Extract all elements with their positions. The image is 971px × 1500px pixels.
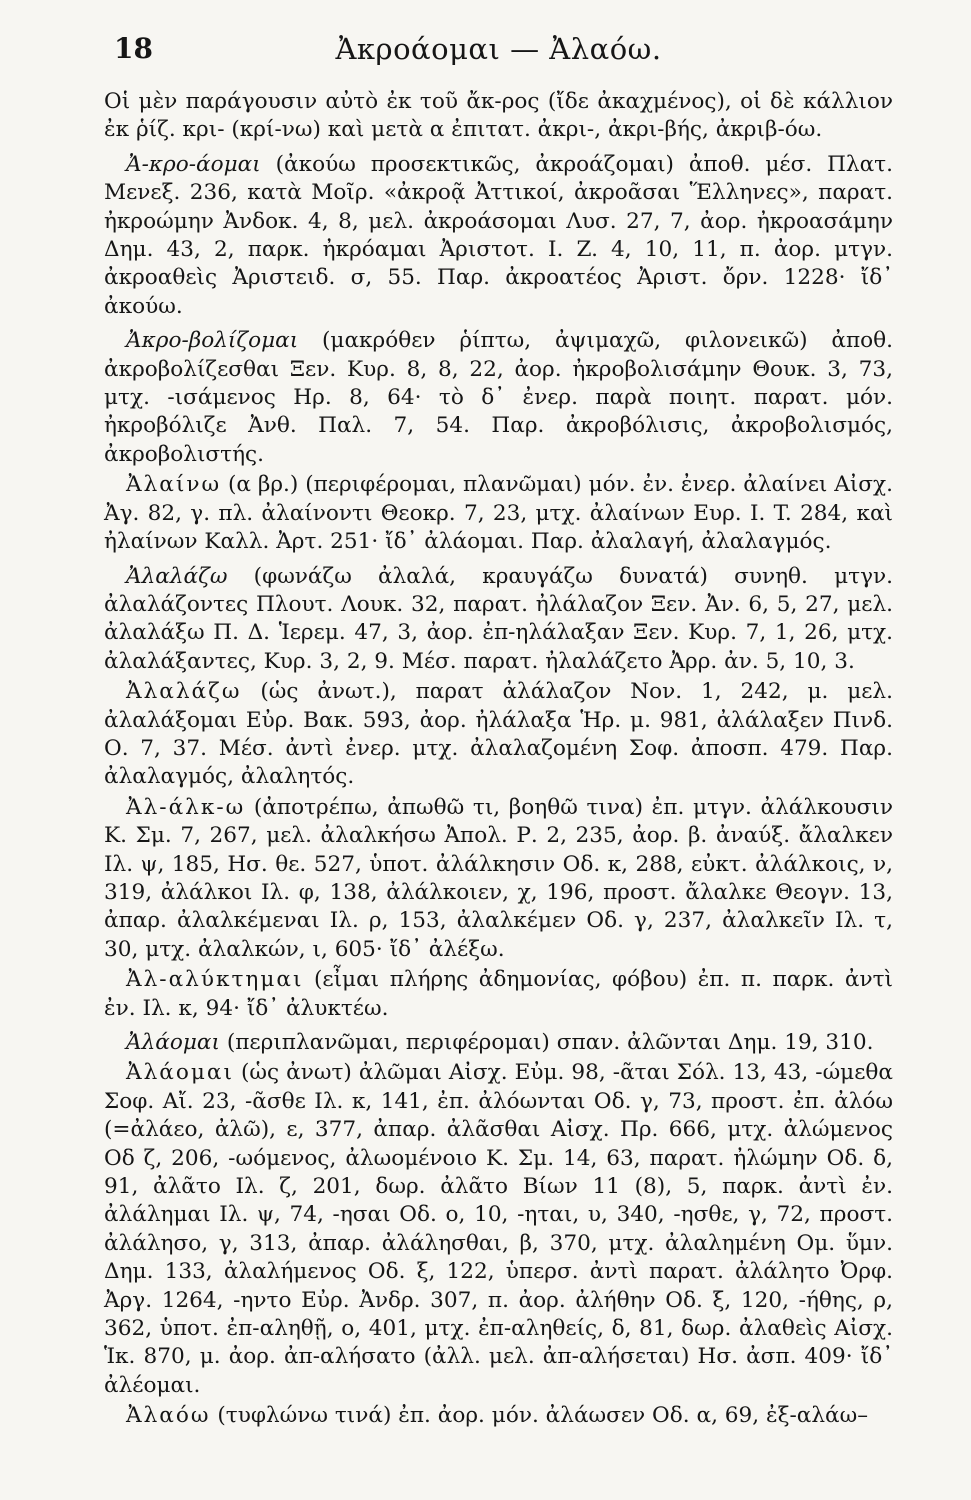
- dictionary-entry: [104, 563, 893, 677]
- entry-text: (ὡς ἀνωτ) ἀλῶμαι Αἰσχ. Εὐμ. 98, -ᾶται Σόλ. 13, 43, -ώμεθα Σοφ. Αἴ. 23, -ᾶσθε Ιλ. κ, 141, ἐπ. ἀλόωνται Οδ. γ, 73, προστ. ἐπ. ἀλόω (=ἀλάεο, ἀλῶ), ε, 377, ἀπαρ. ἀλᾶσθαι Αἰσχ. Πρ. 666, μτχ. ἀλώμενος Οδ ζ, 206, -ωόμενος, ἀλωομένοιο Κ. Σμ. 14, 63, παρατ. ἠλώμην Οδ. δ, 91, ἀλᾶτο Ιλ. ζ, 201, δωρ. ἀλᾶτο Βίων 11 (8), 5, παρκ. ἀντὶ ἐν. ἀλάλημαι Ιλ. ψ, 74, -ησαι Οδ. ο, 10, -ηται, υ, 340, -ησθε, γ, 72, προστ. ἀλάλησο, γ, 313, ἀπαρ. ἀλάλησθαι, β, 370, μτχ. ἀλαλημένη Ομ. ὕμν. Δημ. 133, ἀλαλήμενος Οδ. ξ, 122, ὑπερσ. ἀντὶ παρατ. ἀλάλητο Ὀρφ. Ἀργ. 1264, -ηντο Εὐρ. Ἀνδρ. 307, π. ἀορ. ἀλήθην Οδ. ξ, 120, -ήθης, ρ, 362, ὑποτ. ἐπ-αληθῇ, ο, 401, μτχ. ἐπ-αληθείς, δ, 81, δωρ. ἀλαθεὶς Αἰσχ. Ἱκ. 870, μ. ἀορ. ἀπ-αλήσατο (ἀλλ. μελ. ἀπ-αλήσεται) Ησ. ἀσπ. 409· ἴδ᾽ ἀλέομαι.: [104, 1060, 893, 1398]
- dictionary-entry: [104, 966, 893, 1023]
- dictionary-entry: [104, 1059, 893, 1400]
- entry-headword: Ἀλ-άλκ-ω: [126, 794, 246, 820]
- entry-headword: Ἀλάομαι: [126, 1060, 234, 1086]
- entry-headword: Ἀ-κρο-άομαι: [126, 151, 261, 177]
- dictionary-entry: [104, 1029, 893, 1057]
- dictionary-entry: [104, 794, 893, 964]
- dictionary-entry: [104, 151, 893, 321]
- dictionary-entry: [104, 471, 893, 556]
- entry-text: (φωνάζω ἀλαλά, κραυγάζω δυνατά) συνηθ. μτγν. ἀλαλάζοντες Πλουτ. Λουκ. 32, παρατ. ἠλάλαζον Ξεν. Ἀν. 6, 5, 27, μελ. ἀλαλάξω Π. Δ. Ἱερεμ. 47, 3, ἀορ. ἐπ-ηλάλαξαν Ξεν. Κυρ. 7, 1, 26, μτχ. ἀλαλάξαντες, Κυρ. 3, 2, 9. Μέσ. παρατ. ἠλαλάζετο Ἀρρ. ἀν. 5, 10, 3.: [104, 563, 893, 674]
- entry-headword: Ἀλαόω: [126, 1403, 211, 1429]
- entry-text: (ἀκούω προσεκτικῶς, ἀκροάζομαι) ἀποθ. μέσ. Πλατ. Μενεξ. 236, κατὰ Μοῖρ. «ἀκροᾷ Ἀττικοί, ἀκροᾶσαι Ἕλληνες», παρατ. ἠκροώμην Ἀνδοκ. 4, 8, μελ. ἀκροάσομαι Λυσ. 27, 7, ἀορ. ἠκροασάμην Δημ. 43, 2, παρκ. ἠκρόαμαι Ἀριστοτ. I. Z. 4, 10, 11, π. ἀορ. μτγν. ἀκροαθεὶς Ἀριστειδ. σ, 55. Παρ. ἀκροατέος Ἀριστ. ὄρν. 1228· ἴδ᾽ ἀκούω.: [104, 151, 893, 319]
- entry-text: (εἶμαι πλήρης ἀδημονίας, φόβου) ἐπ. π. παρκ. ἀντὶ ἐν. Ιλ. κ, 94· ἴδ᾽ ἀλυκτέω.: [104, 967, 893, 1021]
- entry-text: (ὡς ἀνωτ.), παρατ ἀλάλαζον Νον. 1, 242, μ. μελ. ἀλαλάξομαι Εὐρ. Βακ. 593, ἀορ. ἠλάλαξα Ἡρ. μ. 981, ἀλάλαξεν Πινδ. Ο. 7, 37. Μέσ. ἀντὶ ἐνερ. μτχ. ἀλαλαζομένη Σοφ. ἀποσπ. 479. Παρ. ἀλαλαγμός, ἀλαλητός.: [104, 679, 893, 790]
- entry-headword: Ἀλαλάζω: [126, 679, 242, 705]
- page-header: [104, 22, 893, 74]
- entry-headword: Ἀλαίνω: [126, 472, 222, 498]
- dictionary-body: [104, 88, 893, 1431]
- page-number: 18: [114, 32, 153, 65]
- entry-text: (α βρ.) (περιφέρομαι, πλανῶμαι) μόν. ἐν. ἐνερ. ἀλαίνει Αἰσχ. Ἀγ. 82, γ. πλ. ἀλαίνοντι Θεοκρ. 7, 23, μτχ. ἀλαίνων Ευρ. I. T. 284, καὶ ἠλαίνων Καλλ. Ἀρτ. 251· ἴδ᾽ ἀλάομαι. Παρ. ἀλαλαγή, ἀλαλαγμός.: [104, 472, 893, 555]
- dictionary-entry: [104, 327, 893, 469]
- entry-headword: Ἀλ-αλύκτημαι: [126, 967, 304, 993]
- entry-continuation: [104, 88, 893, 145]
- entry-headword: Ἀλάομαι: [126, 1030, 220, 1055]
- entry-text: (μακρόθεν ῥίπτω, ἀψιμαχῶ, φιλονεικῶ) ἀποθ. ἀκροβολίζεσθαι Ξεν. Κυρ. 8, 8, 22, ἀορ. ἠκροβολισάμην Θουκ. 3, 73, μτχ. -ισάμενος Ηρ. 8, 64· τὸ δ᾽ ἐνερ. παρὰ ποιητ. παρατ. μόν. ἠκροβόλιζε Ἀνθ. Παλ. 7, 54. Παρ. ἀκροβόλισις, ἀκροβολισμός, ἀκροβολιστής.: [104, 328, 893, 467]
- entry-text: (ἀποτρέπω, ἀπωθῶ τι, βοηθῶ τινα) ἐπ. μτγν. ἀλάλκουσιν Κ. Σμ. 7, 267, μελ. ἀλαλκήσω Ἀπολ. Ρ. 2, 235, ἀορ. β. ἀναύξ. ἄλαλκεν Ιλ. ψ, 185, Ησ. θε. 527, ὑποτ. ἀλάλκησιν Οδ. κ, 288, εὐκτ. ἀλάλκοις, ν, 319, ἀλάλκοι Ιλ. φ, 138, ἀλάλκοιεν, χ, 196, προστ. ἄλαλκε Θεογν. 13, ἀπαρ. ἀλαλκέμεναι Ιλ. ρ, 153, ἀλαλκέμεν Οδ. γ, 237, ἀλαλκεῖν Ιλ. τ, 30, μτχ. ἀλαλκών, ι, 605· ἴδ᾽ ἀλέξω.: [104, 794, 893, 962]
- running-head: Ἀκροάομαι — Ἀλαόω.: [335, 32, 662, 66]
- dictionary-entry: [104, 678, 893, 792]
- entry-text: (τυφλώνω τινά) ἐπ. ἀορ. μόν. ἀλάωσεν Οδ. α, 69, ἐξ-αλάω–: [210, 1403, 869, 1429]
- dictionary-entry: [104, 1402, 893, 1430]
- entry-text: (περιπλανῶμαι, περιφέρομαι) σπαν. ἀλῶνται Δημ. 19, 310.: [219, 1030, 874, 1055]
- entry-headword: Ἀλαλάζω: [126, 563, 228, 589]
- entry-headword: Ἀκρο-βολίζομαι: [126, 328, 299, 354]
- entry-text: Οἱ μὲν παράγουσιν αὐτὸ ἐκ τοῦ ἄκ-ρος (ἴδε ἀκαχμένος), οἱ δὲ κάλλιον ἐκ ῥίζ. κρι- (κρί-νω) καὶ μετὰ α ἐπιτατ. ἀκρι-, ἀκρι-βής, ἀκριβ-όω.: [104, 89, 893, 143]
